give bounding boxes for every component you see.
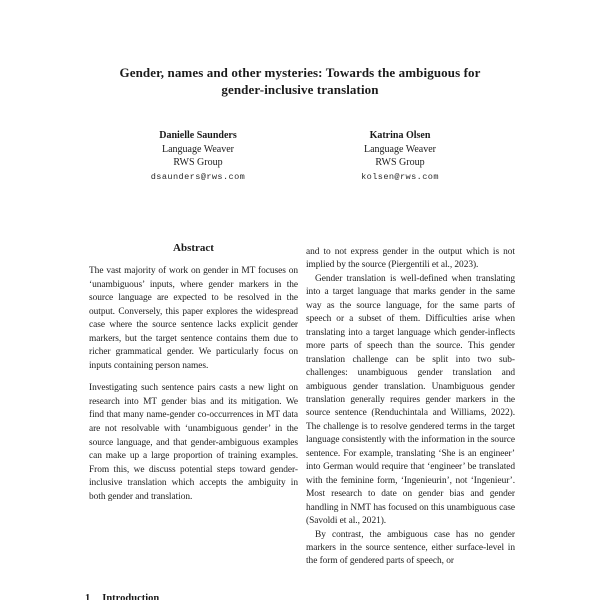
paper-title-line1: Gender, names and other mysteries: Towards the ambiguous for	[119, 65, 481, 80]
author-2-affiliation-line1: Language Weaver	[363, 143, 437, 155]
author-1-name: Danielle Saunders	[159, 130, 237, 141]
abstract-paragraph-1: The vast majority of work on gender in MT focuses on ‘unambiguous’ inputs, where gender markers in the source language are expected to be resolved in the output. Conversely, this paper explores the widespread case where the source sentence lacks explicit gender markers, but the target sentence contains them due to richer grammatical gender. We particularly focus on inputs containing person names.	[89, 266, 298, 371]
author-block-2	[290, 129, 510, 184]
abstract-paragraph-2: Investigating such sentence pairs casts a new light on research into MT gender bias and its mitigation. We find that many name-gender co-occurrences in MT data are not resolvable with ‘unambiguous gender’ in the source language, and that gender-ambiguous examples can make up a large proportion of training examples. From this, we discuss potential steps toward gender-inclusive translation which accepts the ambiguity in both gender and translation.	[89, 383, 298, 502]
right-column	[306, 246, 515, 569]
body-paragraph-2: Gender translation is well-defined when translating into a target language that marks gender in the same way as the source language, for the same parts of speech or a subset of them. Difficulties arise when translating into a target language which gender-inflects more parts of speech than the source. This gender translation challenge can be split into two sub-challenges: unambiguous gender translation and ambiguous gender translation. Unambiguous gender translation generally requires gender markers in the source sentence (Renduchintala and Williams, 2022). The challenge is to resolve gendered terms in the target language consistently with the information in the source sentence. For example, translating ‘She is an engineer’ into German would require that ‘engineer’ be translated with the feminine form, ‘Ingenieurin’, not ‘Ingenieur’. Most research to date on gender bias and gender handling in NMT has focused on this unambiguous case (Savoldi et al., 2021).	[306, 273, 515, 527]
author-block-1	[88, 129, 308, 184]
introduction-heading-text: Introduction	[102, 593, 160, 600]
body-paragraph-3: By contrast, the ambiguous case has no gender markers in the source sentence, either surface-level in the form of gendered parts of speech, or	[306, 529, 515, 567]
author-2-affiliation-line2: RWS Group	[375, 157, 425, 168]
author-1-email: dsaunders@rws.com	[150, 171, 246, 182]
paper-title	[0, 64, 600, 98]
abstract-heading: Abstract	[173, 242, 214, 254]
paper-title-line2: gender-inclusive translation	[221, 82, 379, 97]
author-1-affiliation-line2: RWS Group	[173, 157, 223, 168]
author-1-affiliation-line1: Language Weaver	[161, 143, 235, 155]
introduction-heading-number: 1	[85, 593, 91, 600]
introduction-heading	[85, 593, 159, 600]
author-2-name: Katrina Olsen	[369, 130, 431, 141]
author-2-email: kolsen@rws.com	[361, 171, 439, 182]
body-paragraph-continuation: and to not express gender in the output which is not implied by the source (Piergentili et al., 2023).	[306, 247, 515, 271]
abstract-section	[89, 242, 298, 504]
